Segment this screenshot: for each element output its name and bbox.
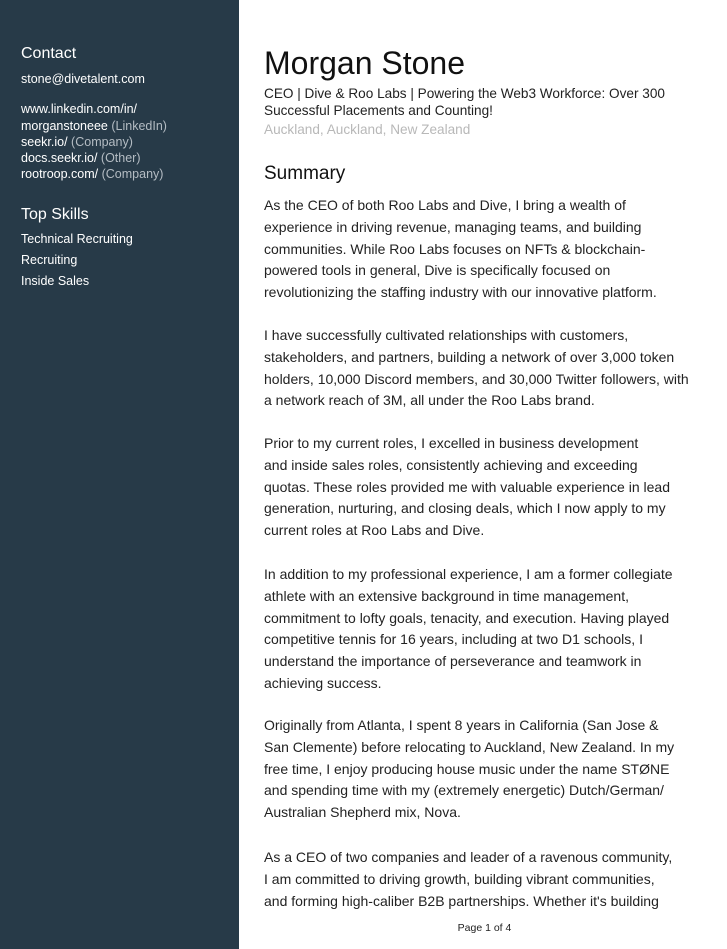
summary-line: As a CEO of two companies and leader of a ravenous community, [264, 849, 673, 865]
summary-line: Australian Shepherd mix, Nova. [264, 804, 461, 821]
summary-line: In addition to my professional experience, I am a former collegiate [264, 566, 673, 582]
summary-line: experience in driving revenue, managing teams, and building [264, 218, 642, 235]
skill-item: Inside Sales [21, 274, 90, 288]
summary-paragraph [264, 715, 714, 824]
profile-location: Auckland, Auckland, New Zealand [264, 122, 471, 137]
summary-line: communities. While Roo Labs focuses on NFTs & blockchain- [264, 240, 646, 257]
linkedin-tag: (LinkedIn) [111, 119, 167, 133]
summary-line: I have successfully cultivated relationships with customers, [264, 327, 629, 343]
rootroop-tag: (Company) [101, 167, 164, 181]
summary-line: commitment to lofty goals, tenacity, and execution. Having played [264, 609, 670, 626]
summary-line: free time, I enjoy producing house music under the name STØNE [264, 760, 670, 777]
summary-line: a network reach of 3M, all under the Roo Labs brand. [264, 392, 595, 409]
contact-email[interactable]: stone@divetalent.com [21, 72, 145, 86]
summary-line: and inside sales roles, consistently achieving and exceeding [264, 456, 638, 473]
summary-line: current roles at Roo Labs and Dive. [264, 522, 485, 539]
skill-item: Recruiting [21, 253, 78, 267]
summary-line: Originally from Atlanta, I spent 8 years in California (San Jose & [264, 717, 659, 733]
summary-line: generation, nurturing, and closing deals, which I now apply to my [264, 500, 666, 517]
summary-line: quotas. These roles provided me with valuable experience in lead [264, 478, 670, 495]
summary-paragraph [264, 325, 714, 412]
summary-paragraph [264, 195, 714, 304]
summary-heading: Summary [264, 163, 346, 184]
summary-line: stakeholders, and partners, building a network of over 3,000 token [264, 348, 675, 365]
seekr-url[interactable]: seekr.io/ [21, 135, 68, 149]
summary-line: understand the importance of perseverance and teamwork in [264, 653, 642, 670]
summary-line: powered tools in general, Dive is specifically focused on [264, 262, 611, 279]
summary-line: San Clemente) before relocating to Auckland, New Zealand. In my [264, 738, 675, 755]
summary-line: competitive tennis for 16 years, including at two D1 schools, I [264, 631, 643, 648]
docs-seekr-link[interactable] [21, 150, 141, 166]
summary-paragraph [264, 433, 714, 542]
summary-line: Prior to my current roles, I excelled in business development [264, 435, 639, 451]
summary-line: As the CEO of both Roo Labs and Dive, I bring a wealth of [264, 197, 626, 213]
rootroop-url[interactable]: rootroop.com/ [21, 167, 99, 181]
summary-paragraph [264, 847, 714, 912]
rootroop-link[interactable] [21, 166, 163, 182]
summary-line: achieving success. [264, 674, 382, 691]
profile-headline [264, 85, 709, 119]
summary-line: and forming high-caliber B2B partnerships. Whether it's building [264, 892, 659, 909]
linkedin-link-line1[interactable]: www.linkedin.com/in/ [21, 102, 138, 116]
summary-line: revolutionizing the staffing industry with our innovative platform. [264, 284, 657, 301]
summary-line: I am committed to driving growth, building vibrant communities, [264, 870, 655, 887]
summary-line: athlete with an extensive background in time management, [264, 587, 629, 604]
headline-line: Successful Placements and Counting! [264, 103, 493, 118]
headline-line: CEO | Dive & Roo Labs | Powering the Web3 Workforce: Over 300 [264, 86, 665, 101]
sidebar [0, 0, 239, 949]
contact-heading: Contact [21, 45, 77, 62]
linkedin-handle[interactable]: morganstoneee [21, 119, 108, 133]
summary-line: and spending time with my (extremely energetic) Dutch/German/ [264, 782, 664, 799]
profile-name: Morgan Stone [264, 45, 466, 81]
seekr-tag: (Company) [71, 135, 133, 149]
summary-line: holders, 10,000 Discord members, and 30,000 Twitter followers, with [264, 370, 689, 387]
summary-paragraph [264, 564, 714, 695]
top-skills-heading: Top Skills [21, 206, 89, 223]
seekr-link[interactable] [21, 134, 133, 150]
skill-item: Technical Recruiting [21, 232, 133, 246]
docs-seekr-tag: (Other) [100, 151, 141, 165]
page-number: Page 1 of 4 [457, 922, 512, 934]
docs-seekr-url[interactable]: docs.seekr.io/ [21, 151, 98, 165]
linkedin-link-line2[interactable] [21, 118, 167, 134]
